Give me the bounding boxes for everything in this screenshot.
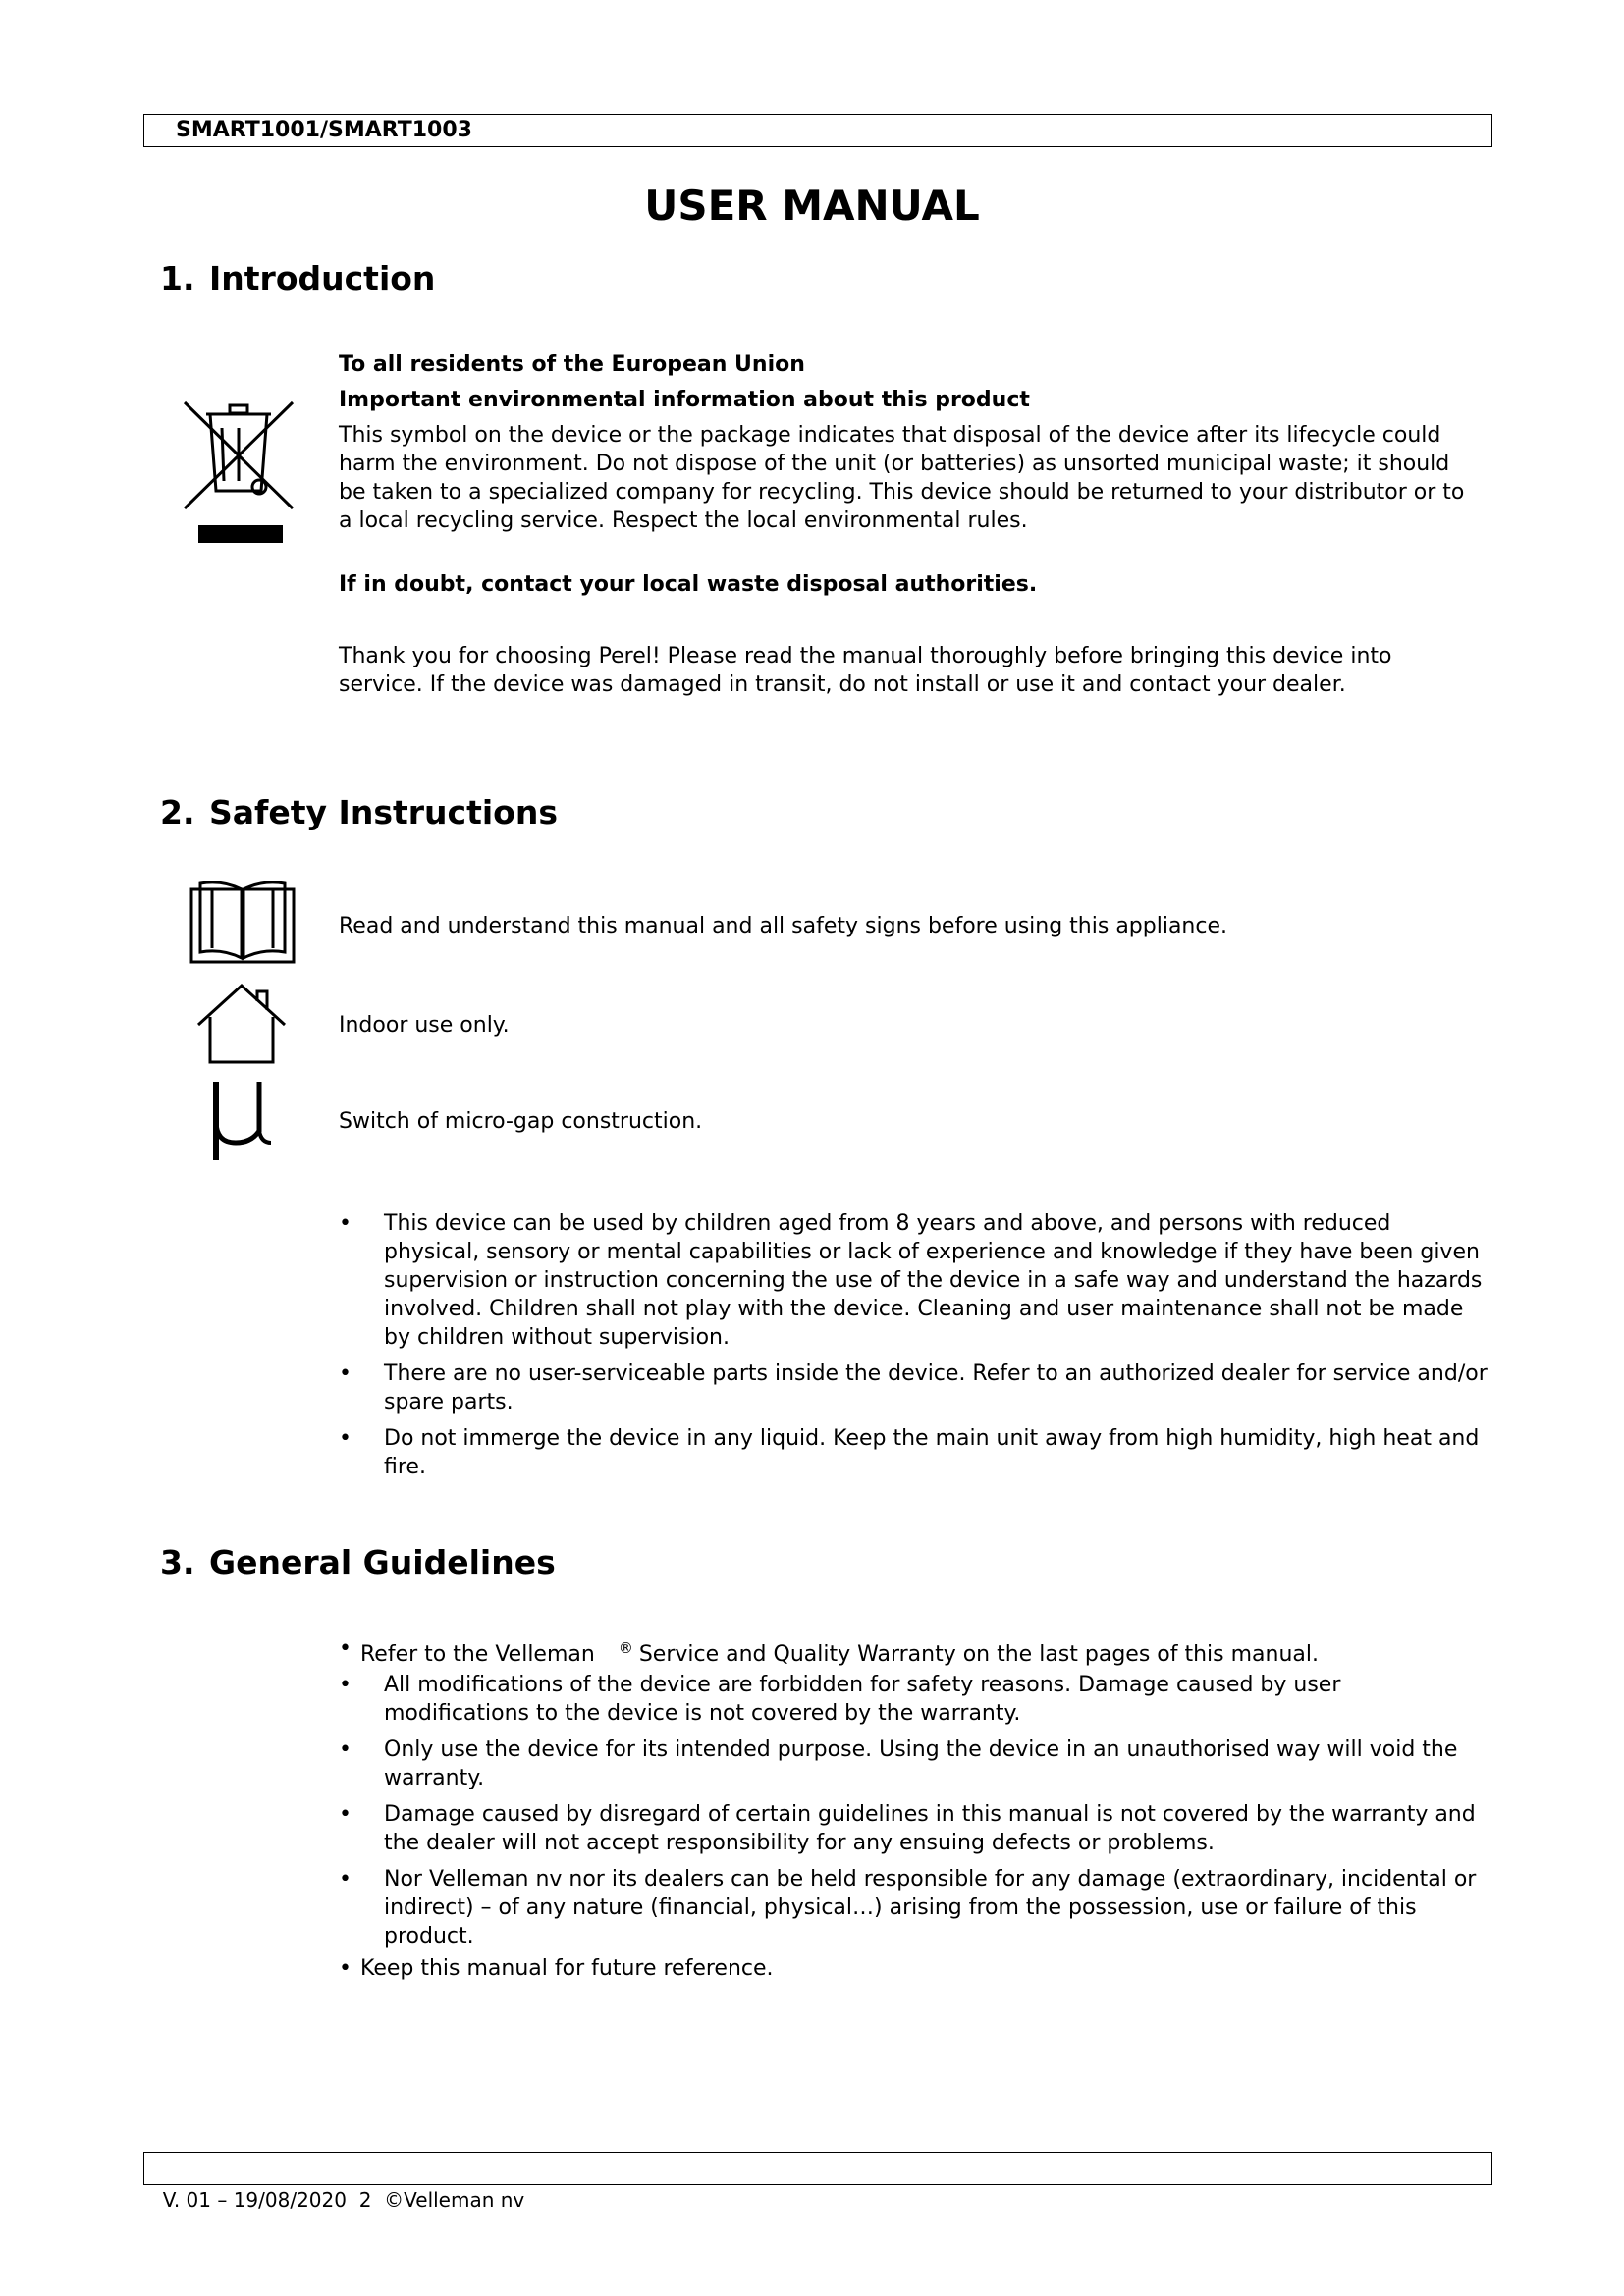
safety-symbol-text-indoor: Indoor use only. <box>339 1013 510 1038</box>
house-icon <box>194 982 289 1066</box>
section-title: Safety Instructions <box>209 793 558 831</box>
list-item: • All modifications of the device are forbidden for safety reasons. Damage caused by user modifications to the device is not covered by the warranty. <box>339 1671 1488 1728</box>
section-number: 1. <box>160 259 195 297</box>
weee-bin-icon <box>181 393 298 550</box>
header-model-box <box>143 114 1492 147</box>
book-icon <box>189 876 297 966</box>
registered-mark: ® <box>618 1639 633 1657</box>
footer-version-box <box>143 2152 1492 2212</box>
list-item: • Do not immerge the device in any liquid. Keep the main unit away from high humidity, high heat and fire. <box>339 1424 1488 1481</box>
eu-important-heading: Important environmental information about this product <box>339 388 1030 412</box>
guidelines-bullet-list-last <box>339 1954 1488 1991</box>
section-number: 3. <box>160 1543 195 1581</box>
keep-manual-text: Keep this manual for future reference. <box>360 1956 774 1981</box>
safety-symbol-text-micro-gap: Switch of micro-gap construction. <box>339 1109 703 1134</box>
list-item: • Nor Velleman nv nor its dealers can be held responsible for any damage (extraordinary, incidental or indirect) – of any nature (financial, physical…) arising from the possession, use or failure of this product. <box>339 1865 1488 1950</box>
page-title: USER MANUAL <box>644 182 980 230</box>
safety-symbol-text-read-manual: Read and understand this manual and all safety signs before using this appliance. <box>339 914 1227 938</box>
section-title: General Guidelines <box>209 1543 556 1581</box>
footer-text: V. 01 – 19/08/2020 2 ©Velleman nv <box>162 2188 525 2212</box>
eu-residents-heading: To all residents of the European Union <box>339 352 805 377</box>
section-heading-introduction <box>160 257 435 300</box>
list-item: • Damage caused by disregard of certain guidelines in this manual is not covered by the warranty and the dealer will not accept responsibility for any ensuing defects or problems. <box>339 1800 1488 1857</box>
section-heading-safety <box>160 791 558 834</box>
eu-disposal-paragraph: This symbol on the device or the package indicates that disposal of the device after its lifecycle could harm the environment. Do not dispose of the unit (or batteries) as unsorted municipal waste; it should be taken to a specialized company for recycling. This device should be returned to your distributor or to a local recycling service. Respect the local environmental rules. <box>339 423 1465 533</box>
model-name: SMART1001/SMART1003 <box>176 118 472 142</box>
warranty-ref-pre: Refer to the Velleman <box>360 1642 595 1667</box>
list-item: • Only use the device for its intended purpose. Using the device in an unauthorised way will void the warranty. <box>339 1735 1488 1792</box>
section-heading-guidelines <box>160 1541 556 1584</box>
eu-doubt-line: If in doubt, contact your local waste disposal authorities. <box>339 572 1038 597</box>
section-number: 2. <box>160 793 195 831</box>
guidelines-bullet-list-main <box>339 1671 1488 1958</box>
thank-you-paragraph: Thank you for choosing Perel! Please read the manual thoroughly before bringing this device into service. If the device was damaged in transit, do not install or use it and contact your dealer. <box>339 644 1392 697</box>
section-title: Introduction <box>209 259 436 297</box>
list-item: • There are no user-serviceable parts inside the device. Refer to an authorized dealer for service and/or spare parts. <box>339 1360 1488 1416</box>
list-item: • This device can be used by children aged from 8 years and above, and persons with reduced physical, sensory or mental capabilities or lack of experience and knowledge if they have been given supervision or instruction concerning the use of the device in a safe way and understand the hazards involved. Children shall not play with the device. Cleaning and user maintenance shall not be made by children without supervision. <box>339 1209 1488 1352</box>
mu-icon <box>206 1076 275 1164</box>
warranty-ref-post: Service and Quality Warranty on the last pages of this manual. <box>638 1642 1320 1667</box>
list-item: • Keep this manual for future reference. <box>339 1956 774 1981</box>
list-item: • Refer to the Velleman ® Service and Quality Warranty on the last pages of this manual. <box>339 1636 1320 1667</box>
safety-bullet-list <box>339 1209 1488 1489</box>
